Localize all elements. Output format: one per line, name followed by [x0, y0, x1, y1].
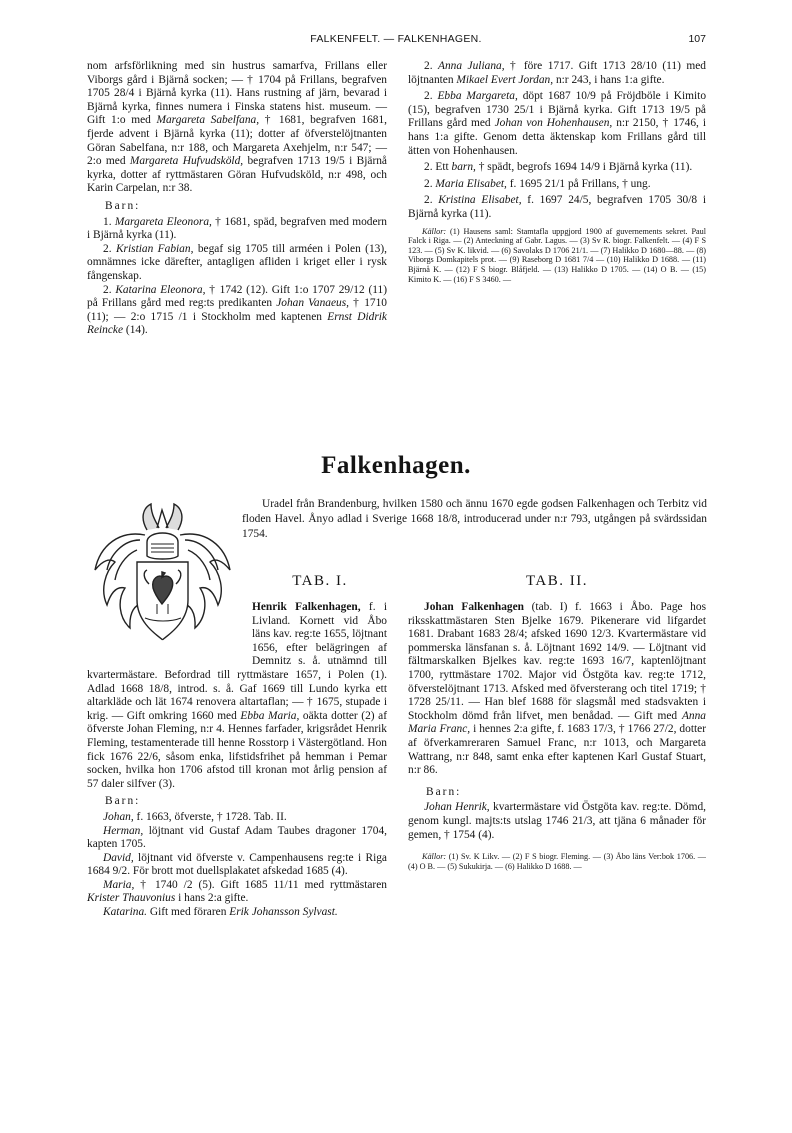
person-name: Henrik Falkenhagen,: [252, 601, 361, 613]
person-name: Margareta Hufvudsköld,: [129, 155, 244, 168]
child-entry: 2. Ebba Margareta, döpt 1687 10/9 på Fröjdböle i Kimito (15), begrafven 1730 25/1 i Bjärnå kyrka. Gift 1713 19/5 på Frillans gård med Johan von Hohenhausen, n:r 2150, † 1746, i hans 1:a gifte. Genom detta äktenskap kom Frillans gård till ätten von Hohenhausen.: [408, 90, 707, 157]
family-title: Falkenhagen.: [321, 452, 471, 479]
child-entry: 2. Anna Juliana, † före 1717. Gift 1713 28/10 (11) med löjtnanten Mikael Evert Jordan, n:r 243, i hans 1:a gifte.: [408, 60, 706, 86]
paragraph: Johan Falkenhagen (tab. I) f. 1663 i Åbo. Page hos riksskattmästaren Sten Bjelke 1679. Pikenerare vid lifgardet 1681. Drabant 1683 28/4; afsked 1690 12/3. Kvartermästare vid pommerska länsfanan s. å. Löjtnant 1692 14/9. — Löjtnant vid fältmarskalken Bjelkes kav. reg:te 1693 16/7, kaptenlöjtnant 1700, ryttmästare 1702. Major vid Östgöta kav. reg:te 1712, öfverstelöjtnant 1713. Afsked med öfversterang och titel 1719; † 1728 25/11. — Han blef 1688 för slagsmål med stadsvakten i Stockholm dömd från lifvet, men benådad. — Gift med Anna Maria Franc, i hennes 2:a gifte, f. 1683 17/3, † 1766 27/2, dotter af öfverkamreraren Samuel Franc, n:r 1013, och Margareta Wattrang, n:r 848, samt enka efter kaptenen Karl Gustaf Stuart, n:r 86.: [408, 601, 707, 777]
child-entry: 1. Margareta Eleonora, † 1681, späd, begrafven med modern i Bjärnå kyrka (11).: [87, 215, 388, 242]
child-entry: 2. Ett barn, † spädt, begrofs 1694 14/9 i Bjärnå kyrka (11).: [424, 161, 693, 174]
page-number: 107: [688, 33, 706, 45]
left-column-top: [87, 60, 387, 338]
sources-note: Källor: (1) Hausens saml: Stamtafla uppgjord 1900 af guvernements sekret. Paul Falck i Riga. — (2) Anteckning af Gabr. Lagus. — (3) Sv R. biogr. Falkenfelt. — (4) F S 123. — (5) Sv K. likvid. — (6) Savolaks D 1706 21/1. — (7) Halikko D 1680—88. — (8) Viborgs Domkapitels prot. — (9) Raseborg D 1681 7/4 — (10) Halikko D 1688. — (11) Bjärnå K. — (12) F S biogr. Blåfjeld. — (13) Halikko D 1705. — (14) O B. — (15) Kimito K. — (16) F S 3460. —: [408, 226, 706, 284]
family-intro: Uradel från Brandenburg, hvilken 1580 och ännu 1670 egde godsen Falkenhagen och Terbitz vid floden Havel. Ånyo adlad i Sverige 1668 18/8, introducerad under n:r 793, utgången på svärdssidan 1754.: [242, 498, 707, 540]
tab-1-column: [87, 601, 387, 920]
running-title: FALKENFELT. — FALKENHAGEN.: [310, 33, 482, 45]
sources-note: Källor: (1) Sv. K Likv. — (2) F S biogr. Fleming. — (3) Åbo läns Ver:bok 1706. — (4) O B. — (5) Sukukirja. — (6) Halikko D 1688. —: [408, 852, 706, 871]
children-heading: Barn:: [105, 795, 141, 808]
child-entry: 2. Kristian Fabian, begaf sig 1705 till arméen i Polen (13), omnämnes icke därefter, antagligen afliden i kriget eller i rysk fångenskap.: [87, 242, 388, 282]
child-entry: Katarina. Gift med föraren Erik Johansson Sylvast.: [103, 906, 338, 919]
children-heading: Barn:: [426, 785, 462, 798]
child-entry: 2. Maria Elisabet, f. 1695 21/1 på Frillans, † ung.: [424, 177, 651, 190]
paragraph: nom arfsförlikning med sin hustrus samarfva, Frillans eller Viborgs gård i Bjärnå socken; — † 1704 på Frillans, begrafven 1705 28/4 i Bjärnå kyrka (11). Hans rustning af järn, bevarad i Bjärnå kyrka, finnes numera i Finska statens hist. museum. — Gift 1:o med Margareta Sabelfana, † 1681, begrafven 1681, fjerde advent i Bjärnå kyrka (11); dotter af öfverstelöjtnanten Göran Sabelfana, n:r 188, och Margareta Axehjelm, n:r 547; — 2:o med Margareta Hufvudsköld, begrafven 1713 19/5 i Bjärnå kyrka, dotter af ryttmästaren Göran Hufvudsköld, n:r 498, och Karin Carpelan, n:r 38.: [87, 60, 388, 195]
child-entry: Johan, f. 1663, öfverste, † 1728. Tab. II.: [103, 810, 287, 823]
child-entry: David, löjtnant vid öfverste v. Campenhausens reg:te i Riga 1684 9/2. För brott mot duellsplakatet afskedad 1685 (4).: [87, 851, 387, 878]
paragraph: Henrik Falkenhagen, f. i Livland. Kornett vid Åbo läns kav. reg:te 1655, löjtnant 1656, efter belägringen af Demnitz s. å. utnämnd till kvartermästare. Befordrad till ryttmästare 1657, i Polen (1). Adlad 1668 18/8, introd. s. å. Gaf 1669 till Lundo kyrka ett altarkläde och lät 1674 renovera altartaflan; — † 1675, stupade i krig. — Gift omkring 1660 med Ebba Maria, oäkta dotter (2) af öfverste Johan Fleming, n:r 4. Hennes farfader, krigsrådet Henrik Fleming, testamenterade till henne Rosstorp i Västergötland. Hon fick 1676 22/6, såsom enka, lifstidsfrihet på hemman i Pemar socken, hvilka hon 1706 afstod till kronan mot årlig pension af 57 daler silfver (3).: [87, 601, 388, 790]
right-column-top: [408, 60, 706, 284]
tab-2-column: [408, 601, 706, 871]
person-name: Johan Falkenhagen: [424, 601, 525, 613]
child-entry: 2. Katarina Eleonora, † 1742 (12). Gift 1:o 1707 29/12 (11) på Frillans gård med reg:ts predikanten Johan Vanaeus, † 1710 (11); — 2:o 1715 /1 i Stockholm med kaptenen Ernst Didrik Reincke (14).: [87, 283, 388, 337]
person-name: Margareta Sabelfana,: [156, 114, 260, 127]
child-entry: Johan Henrik, kvartermästare vid Östgöta kav. reg:te. Dömd, genom kungl. majts:ts utslag 1746 21/3, att tjäna 6 månader för gemen, † 1754 (4).: [408, 801, 706, 841]
child-entry: 2. Kristina Elisabet, f. 1697 24/5, begrafven 1705 30/8 i Bjärnå kyrka (11).: [408, 194, 706, 220]
children-heading: Barn:: [105, 199, 141, 212]
crest-float-spacer: [87, 601, 252, 657]
child-entry: Maria, † 1740 /2 (5). Gift 1685 11/11 med ryttmästaren Krister Thauvonius i hans 2:a gifte.: [87, 878, 387, 905]
tab-2-heading: TAB. II.: [525, 573, 589, 589]
child-entry: Herman, löjtnant vid Gustaf Adam Taubes dragoner 1704, kapten 1705.: [87, 824, 387, 851]
page-header: [0, 33, 792, 49]
tab-1-heading: TAB. I.: [292, 573, 348, 589]
